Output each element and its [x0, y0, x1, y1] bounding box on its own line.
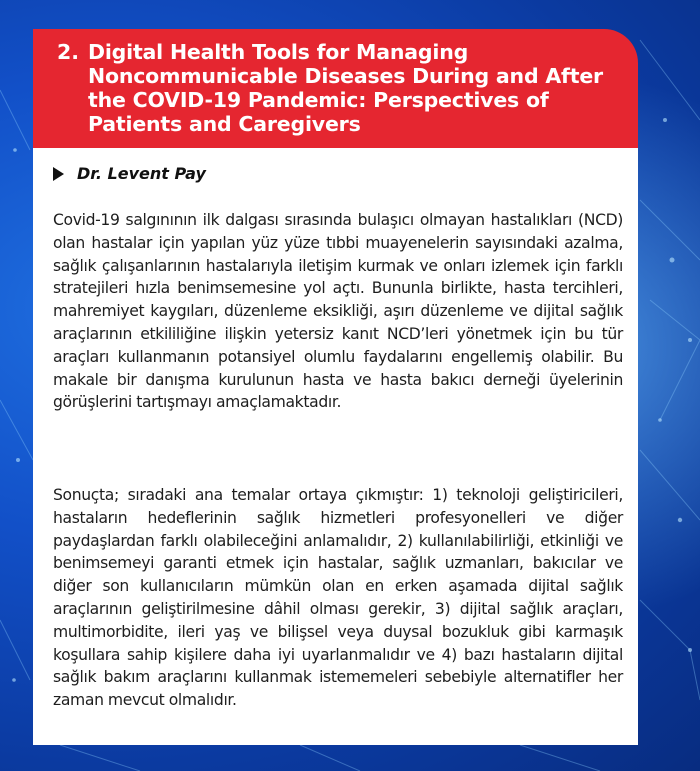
- play-triangle-icon: [53, 167, 64, 181]
- section-title: [57, 40, 624, 136]
- author-line: [53, 164, 206, 183]
- body-paragraph-2: Sonuçta; sıradaki ana temalar ortaya çıkmıştır: 1) teknoloji geliştiricileri, hastaların hedeflerinin sağlık hizmetleri profesyonelleri ve diğer paydaşlardan farklı olabileceğini anlamalıdır, 2) kullanılabilirliği, etkinliği ve benimsemeyi garanti etmek için hastalar, sağlık uzmanları, bakıcılar ve diğer son kullanıcıların mümkün olan en erken aşamada dijital sağlık araçlarının geliştirilmesine dâhil olması gerekir, 3) dijital sağlık araçları, multimorbidite, ileri yaş ve bilişsel veya duysal bozukluk gibi karmaşık koşullara sahip kişilere daha iyi uyarlanmalıdır ve 4) bazı hastaların dijital sağlık bakım araçlarını kullanmak istememeleri sebebiyle alternatifler her zaman mevcut olmalıdır.: [53, 486, 623, 710]
- article-content-panel: [33, 148, 638, 745]
- author-name: Dr. Levent Pay: [77, 164, 206, 183]
- section-title-banner: [33, 29, 638, 159]
- section-number: 2.: [57, 40, 80, 64]
- section-title-text: Digital Health Tools for Managing Noncommunicable Diseases During and After the COVID-19 Pandemic: Perspectives of Patients and Caregivers: [88, 40, 603, 136]
- body-paragraph-1: Covid-19 salgınının ilk dalgası sırasında bulaşıcı olmayan hastalıkları (NCD) olan hastalar için yapılan yüz yüze tıbbi muayenelerin sayısındaki azalma, sağlık çalışanlarının hastalarıyla iletişim kurmak ve onları izlemek için farklı stratejileri hızla benimsemesine yol açtı. Bununla birlikte, hasta tercihleri, mahremiyet kaygıları, düzenleme eksikliği, aşırı düzenleme ve dijital sağlık araçlarının etkililiğine ilişkin yetersiz kanıt NCD’leri yönetmek için bu tür araçları kullanmanın potansiyel olumlu faydalarını engellemiş olabilir. Bu makale bir danışma kurulunun hasta ve hasta bakıcı derneği üyelerinin görüşlerini tartışmayı amaçlamaktadır.: [53, 211, 623, 412]
